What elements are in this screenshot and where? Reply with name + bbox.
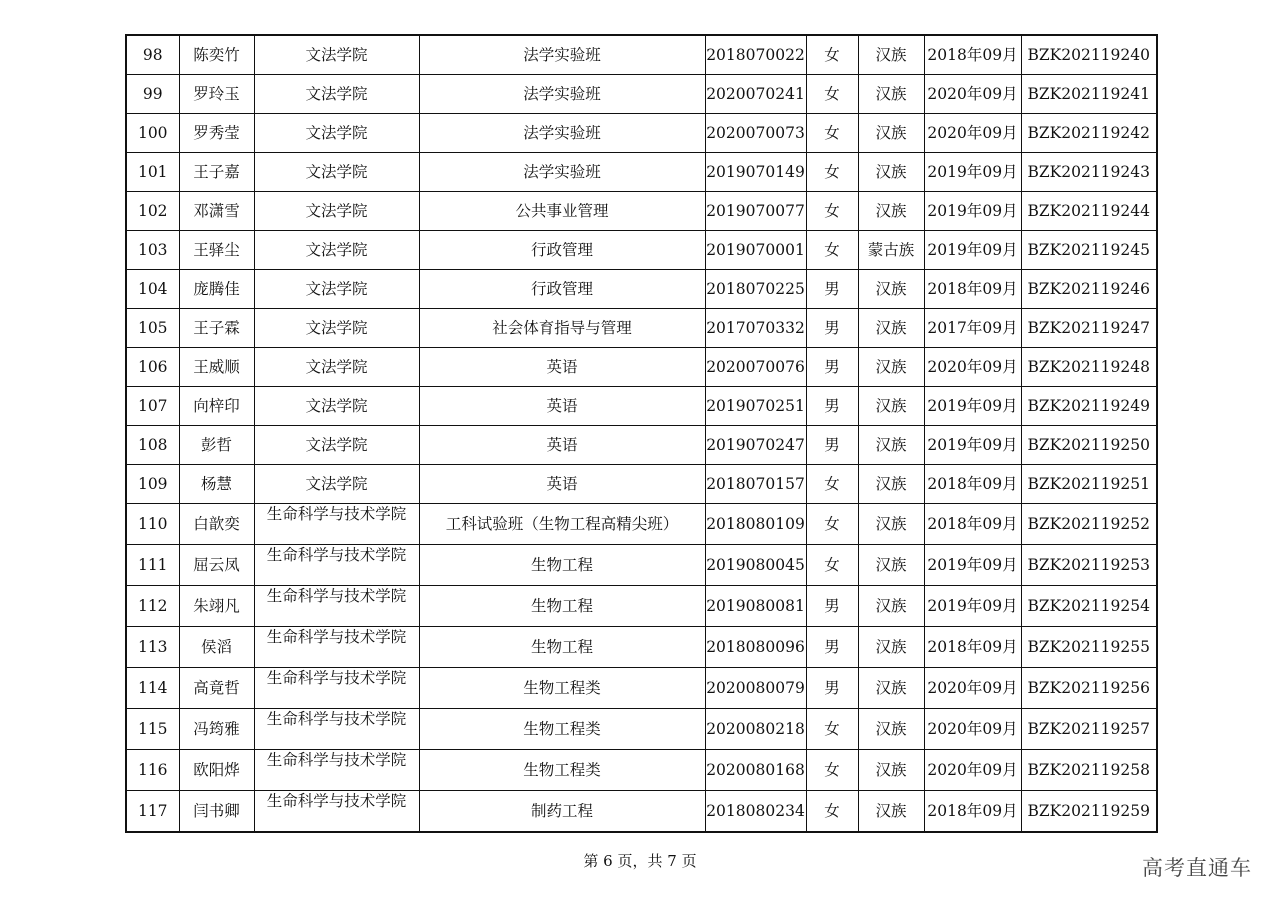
- enrollment-date-cell: 2017年09月: [924, 309, 1021, 348]
- student-name-cell: 王子嘉: [179, 153, 254, 192]
- student-id-cell: 2020080079: [705, 668, 806, 709]
- student-id-cell: 2018080096: [705, 627, 806, 668]
- gender-cell: 女: [806, 504, 858, 545]
- enrollment-date-cell: 2020年09月: [924, 668, 1021, 709]
- college-cell: 文法学院: [254, 75, 419, 114]
- student-id-cell: 2019070247: [705, 426, 806, 465]
- gender-cell: 女: [806, 75, 858, 114]
- college-cell: 文法学院: [254, 309, 419, 348]
- row-number-cell: 107: [126, 387, 179, 426]
- ethnicity-cell: 汉族: [858, 668, 924, 709]
- ethnicity-cell: 汉族: [858, 114, 924, 153]
- ethnicity-cell: 汉族: [858, 387, 924, 426]
- student-list-table: [125, 34, 1158, 833]
- enrollment-date-cell: 2018年09月: [924, 270, 1021, 309]
- student-id-cell: 2019070077: [705, 192, 806, 231]
- gender-cell: 男: [806, 586, 858, 627]
- college-cell: 文法学院: [254, 270, 419, 309]
- ethnicity-cell: 汉族: [858, 270, 924, 309]
- row-number-cell: 112: [126, 586, 179, 627]
- ethnicity-cell: 汉族: [858, 586, 924, 627]
- enrollment-date-cell: 2020年09月: [924, 709, 1021, 750]
- college-cell: 生命科学与技术学院: [254, 545, 419, 586]
- certificate-number-cell: BZK202119253: [1021, 545, 1157, 586]
- student-id-cell: 2017070332: [705, 309, 806, 348]
- major-cell: 生物工程: [419, 627, 705, 668]
- gender-cell: 女: [806, 545, 858, 586]
- student-id-cell: 2020070073: [705, 114, 806, 153]
- student-id-cell: 2018080109: [705, 504, 806, 545]
- student-name-cell: 朱翊凡: [179, 586, 254, 627]
- student-name-cell: 杨慧: [179, 465, 254, 504]
- certificate-number-cell: BZK202119250: [1021, 426, 1157, 465]
- enrollment-date-cell: 2019年09月: [924, 231, 1021, 270]
- student-id-cell: 2019070001: [705, 231, 806, 270]
- major-cell: 行政管理: [419, 231, 705, 270]
- row-number-cell: 109: [126, 465, 179, 504]
- college-cell: 生命科学与技术学院: [254, 709, 419, 750]
- major-cell: 制药工程: [419, 791, 705, 833]
- enrollment-date-cell: 2018年09月: [924, 627, 1021, 668]
- college-cell: 文法学院: [254, 348, 419, 387]
- major-cell: 英语: [419, 387, 705, 426]
- row-number-cell: 111: [126, 545, 179, 586]
- ethnicity-cell: 汉族: [858, 709, 924, 750]
- student-id-cell: 2020070241: [705, 75, 806, 114]
- college-cell: 文法学院: [254, 35, 419, 75]
- table-row: [126, 231, 1157, 270]
- certificate-number-cell: BZK202119245: [1021, 231, 1157, 270]
- table-row: [126, 668, 1157, 709]
- student-name-cell: 王驿尘: [179, 231, 254, 270]
- table-row: [126, 750, 1157, 791]
- page-footer: 第 6 页，共 7 页: [583, 852, 697, 870]
- gender-cell: 男: [806, 627, 858, 668]
- student-id-cell: 2018070157: [705, 465, 806, 504]
- student-name-cell: 王威顺: [179, 348, 254, 387]
- table-row: [126, 465, 1157, 504]
- row-number-cell: 103: [126, 231, 179, 270]
- college-cell: 文法学院: [254, 114, 419, 153]
- gender-cell: 女: [806, 192, 858, 231]
- enrollment-date-cell: 2019年09月: [924, 192, 1021, 231]
- ethnicity-cell: 汉族: [858, 75, 924, 114]
- major-cell: 行政管理: [419, 270, 705, 309]
- row-number-cell: 100: [126, 114, 179, 153]
- college-cell: 文法学院: [254, 426, 419, 465]
- ethnicity-cell: 汉族: [858, 153, 924, 192]
- row-number-cell: 105: [126, 309, 179, 348]
- student-name-cell: 邓潇雪: [179, 192, 254, 231]
- major-cell: 法学实验班: [419, 153, 705, 192]
- ethnicity-cell: 蒙古族: [858, 231, 924, 270]
- certificate-number-cell: BZK202119240: [1021, 35, 1157, 75]
- certificate-number-cell: BZK202119252: [1021, 504, 1157, 545]
- certificate-number-cell: BZK202119249: [1021, 387, 1157, 426]
- enrollment-date-cell: 2019年09月: [924, 153, 1021, 192]
- gender-cell: 女: [806, 231, 858, 270]
- certificate-number-cell: BZK202119241: [1021, 75, 1157, 114]
- ethnicity-cell: 汉族: [858, 426, 924, 465]
- table-row: [126, 153, 1157, 192]
- student-id-cell: 2018080234: [705, 791, 806, 833]
- ethnicity-cell: 汉族: [858, 309, 924, 348]
- row-number-cell: 114: [126, 668, 179, 709]
- student-id-cell: 2019080045: [705, 545, 806, 586]
- gender-cell: 女: [806, 465, 858, 504]
- table-row: [126, 709, 1157, 750]
- major-cell: 英语: [419, 348, 705, 387]
- certificate-number-cell: BZK202119254: [1021, 586, 1157, 627]
- college-cell: 生命科学与技术学院: [254, 627, 419, 668]
- enrollment-date-cell: 2020年09月: [924, 114, 1021, 153]
- ethnicity-cell: 汉族: [858, 192, 924, 231]
- major-cell: 生物工程类: [419, 709, 705, 750]
- table-row: [126, 426, 1157, 465]
- gender-cell: 男: [806, 426, 858, 465]
- certificate-number-cell: BZK202119259: [1021, 791, 1157, 833]
- row-number-cell: 99: [126, 75, 179, 114]
- watermark: 高考直通车: [1142, 856, 1252, 880]
- certificate-number-cell: BZK202119244: [1021, 192, 1157, 231]
- row-number-cell: 98: [126, 35, 179, 75]
- ethnicity-cell: 汉族: [858, 545, 924, 586]
- row-number-cell: 117: [126, 791, 179, 833]
- certificate-number-cell: BZK202119255: [1021, 627, 1157, 668]
- college-cell: 生命科学与技术学院: [254, 668, 419, 709]
- enrollment-date-cell: 2018年09月: [924, 504, 1021, 545]
- enrollment-date-cell: 2020年09月: [924, 75, 1021, 114]
- certificate-number-cell: BZK202119247: [1021, 309, 1157, 348]
- row-number-cell: 104: [126, 270, 179, 309]
- student-name-cell: 王子霖: [179, 309, 254, 348]
- college-cell: 生命科学与技术学院: [254, 586, 419, 627]
- ethnicity-cell: 汉族: [858, 627, 924, 668]
- table-row: [126, 309, 1157, 348]
- college-cell: 生命科学与技术学院: [254, 791, 419, 833]
- college-cell: 文法学院: [254, 231, 419, 270]
- table-row: [126, 586, 1157, 627]
- table-row: [126, 545, 1157, 586]
- table-row: [126, 114, 1157, 153]
- ethnicity-cell: 汉族: [858, 35, 924, 75]
- student-id-cell: 2020080218: [705, 709, 806, 750]
- enrollment-date-cell: 2018年09月: [924, 35, 1021, 75]
- gender-cell: 女: [806, 35, 858, 75]
- certificate-number-cell: BZK202119248: [1021, 348, 1157, 387]
- gender-cell: 男: [806, 668, 858, 709]
- gender-cell: 男: [806, 270, 858, 309]
- table-row: [126, 75, 1157, 114]
- certificate-number-cell: BZK202119257: [1021, 709, 1157, 750]
- table-row: [126, 504, 1157, 545]
- college-cell: 生命科学与技术学院: [254, 750, 419, 791]
- enrollment-date-cell: 2019年09月: [924, 586, 1021, 627]
- major-cell: 英语: [419, 426, 705, 465]
- major-cell: 法学实验班: [419, 75, 705, 114]
- enrollment-date-cell: 2019年09月: [924, 545, 1021, 586]
- major-cell: 生物工程类: [419, 668, 705, 709]
- major-cell: 生物工程: [419, 545, 705, 586]
- row-number-cell: 110: [126, 504, 179, 545]
- row-number-cell: 116: [126, 750, 179, 791]
- college-cell: 生命科学与技术学院: [254, 504, 419, 545]
- college-cell: 文法学院: [254, 465, 419, 504]
- row-number-cell: 108: [126, 426, 179, 465]
- major-cell: 法学实验班: [419, 114, 705, 153]
- major-cell: 英语: [419, 465, 705, 504]
- student-id-cell: 2019070149: [705, 153, 806, 192]
- enrollment-date-cell: 2020年09月: [924, 348, 1021, 387]
- student-name-cell: 白歆奕: [179, 504, 254, 545]
- certificate-number-cell: BZK202119242: [1021, 114, 1157, 153]
- gender-cell: 男: [806, 309, 858, 348]
- student-id-cell: 2020080168: [705, 750, 806, 791]
- enrollment-date-cell: 2019年09月: [924, 426, 1021, 465]
- ethnicity-cell: 汉族: [858, 750, 924, 791]
- college-cell: 文法学院: [254, 153, 419, 192]
- college-cell: 文法学院: [254, 192, 419, 231]
- table-row: [126, 387, 1157, 426]
- gender-cell: 女: [806, 750, 858, 791]
- gender-cell: 女: [806, 791, 858, 833]
- table-row: [126, 348, 1157, 387]
- student-id-cell: 2020070076: [705, 348, 806, 387]
- row-number-cell: 101: [126, 153, 179, 192]
- enrollment-date-cell: 2018年09月: [924, 791, 1021, 833]
- student-name-cell: 冯筠雅: [179, 709, 254, 750]
- major-cell: 生物工程: [419, 586, 705, 627]
- gender-cell: 女: [806, 153, 858, 192]
- row-number-cell: 102: [126, 192, 179, 231]
- student-name-cell: 彭哲: [179, 426, 254, 465]
- certificate-number-cell: BZK202119251: [1021, 465, 1157, 504]
- certificate-number-cell: BZK202119256: [1021, 668, 1157, 709]
- enrollment-date-cell: 2018年09月: [924, 465, 1021, 504]
- gender-cell: 男: [806, 348, 858, 387]
- table-row: [126, 270, 1157, 309]
- row-number-cell: 113: [126, 627, 179, 668]
- ethnicity-cell: 汉族: [858, 791, 924, 833]
- gender-cell: 女: [806, 709, 858, 750]
- enrollment-date-cell: 2020年09月: [924, 750, 1021, 791]
- row-number-cell: 115: [126, 709, 179, 750]
- enrollment-date-cell: 2019年09月: [924, 387, 1021, 426]
- ethnicity-cell: 汉族: [858, 348, 924, 387]
- major-cell: 法学实验班: [419, 35, 705, 75]
- student-name-cell: 向梓印: [179, 387, 254, 426]
- student-name-cell: 侯滔: [179, 627, 254, 668]
- student-id-cell: 2019080081: [705, 586, 806, 627]
- table-row: [126, 35, 1157, 75]
- student-name-cell: 罗秀莹: [179, 114, 254, 153]
- student-name-cell: 欧阳烨: [179, 750, 254, 791]
- major-cell: 生物工程类: [419, 750, 705, 791]
- student-name-cell: 庞腾佳: [179, 270, 254, 309]
- student-id-cell: 2019070251: [705, 387, 806, 426]
- ethnicity-cell: 汉族: [858, 504, 924, 545]
- ethnicity-cell: 汉族: [858, 465, 924, 504]
- gender-cell: 女: [806, 114, 858, 153]
- student-id-cell: 2018070022: [705, 35, 806, 75]
- college-cell: 文法学院: [254, 387, 419, 426]
- student-name-cell: 高竟哲: [179, 668, 254, 709]
- student-id-cell: 2018070225: [705, 270, 806, 309]
- student-name-cell: 陈奕竹: [179, 35, 254, 75]
- student-name-cell: 屈云凤: [179, 545, 254, 586]
- major-cell: 社会体育指导与管理: [419, 309, 705, 348]
- gender-cell: 男: [806, 387, 858, 426]
- table-row: [126, 627, 1157, 668]
- student-name-cell: 闫书卿: [179, 791, 254, 833]
- student-name-cell: 罗玲玉: [179, 75, 254, 114]
- certificate-number-cell: BZK202119246: [1021, 270, 1157, 309]
- row-number-cell: 106: [126, 348, 179, 387]
- major-cell: 工科试验班（生物工程高精尖班）: [419, 504, 705, 545]
- table-row: [126, 192, 1157, 231]
- table-body: [126, 35, 1157, 832]
- major-cell: 公共事业管理: [419, 192, 705, 231]
- certificate-number-cell: BZK202119243: [1021, 153, 1157, 192]
- certificate-number-cell: BZK202119258: [1021, 750, 1157, 791]
- table-row: [126, 791, 1157, 833]
